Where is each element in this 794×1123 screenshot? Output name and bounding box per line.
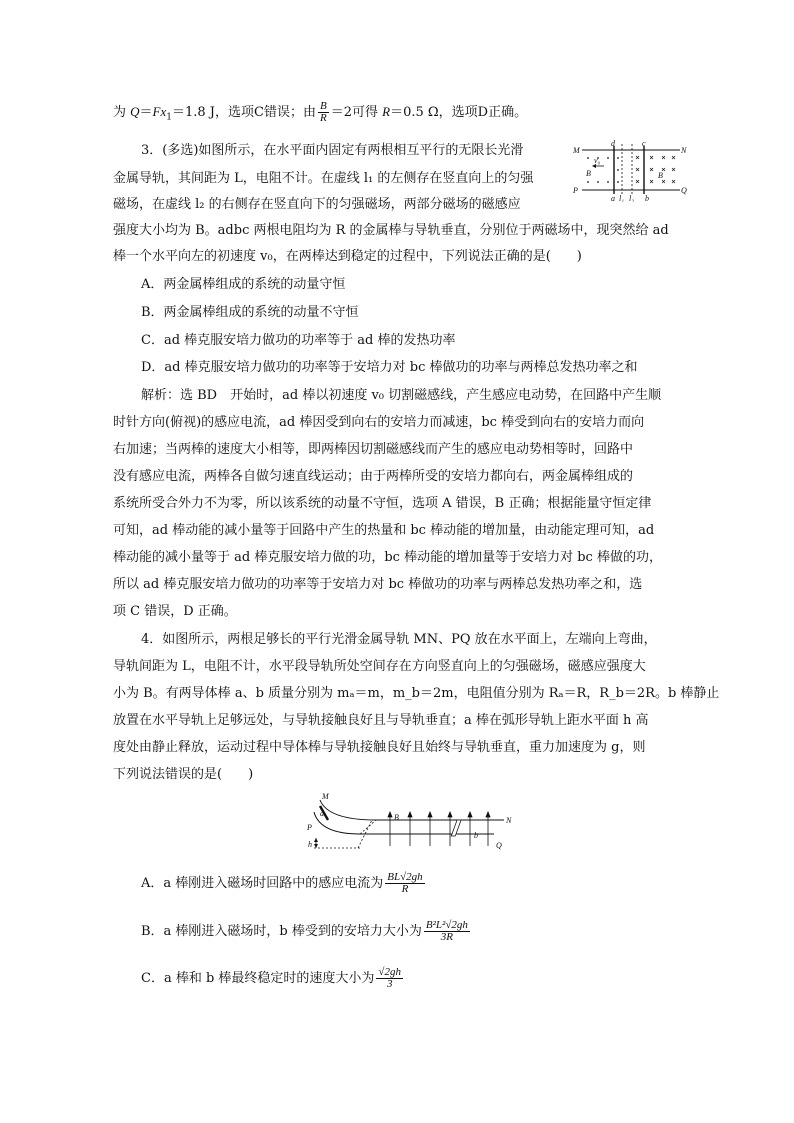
label-Q: Q <box>496 841 502 850</box>
label-d: d <box>611 140 615 148</box>
label-b: b <box>645 194 649 202</box>
label-M: M <box>322 792 329 801</box>
fraction-option-b: $\frac{\text{B²L²√2gh}}{3R}$ <box>425 919 468 943</box>
label-P: P <box>573 186 578 195</box>
label-c: c <box>642 140 646 148</box>
label-B-right: B <box>658 171 663 180</box>
label-a: a <box>611 194 615 202</box>
q4-line-3: 小为 B。有两导体棒 a、b 质量分别为 mₐ＝m，m_b＝2m，电阻值分别为 Rₐ＝R，R_b＝2R。b 棒静止 <box>113 686 720 701</box>
q3-option-b: B．两金属棒组成的系统的动量不守恒 <box>141 305 359 320</box>
q3-line-4: 强度大小均为 B。adbc 两根电阻均为 R 的金属棒与导轨垂直，分别位于两磁场中，现突然给 ad <box>113 223 669 238</box>
q4-line-5: 度处由静止释放，运动过程中导体棒与导轨接触良好且始终与导轨垂直，重力加速度为 g，则 <box>113 740 646 755</box>
q3-option-c: C．ad 棒克服安培力做功的功率等于 ad 棒的发热功率 <box>141 333 456 348</box>
q4-option-a: A．a 棒刚进入磁场时回路中的感应电流为 $\frac{BL√2gh}{R}$ <box>141 871 423 895</box>
q4-line-4: 放置在水平导轨上足够远处，与导轨接触良好且与导轨垂直；a 棒在弧形导轨上距水平面 h 高 <box>113 713 649 728</box>
solution-line-5: 系统所受合外力不为零，所以该系统的动量不守恒，选项 A 错误，B 正确；根据能量守恒定律 <box>113 496 652 511</box>
solution-line-6: 可知，ad 棒动能的减小量等于回路中产生的热量和 bc 棒动能的增加量，由动能定理可知，ad <box>113 523 655 538</box>
q4-line-2: 导轨间距为 L，电阻不计，水平段导轨所处空间存在方向竖直向上的匀强磁场，磁感应强度大 <box>113 659 646 674</box>
label-B: B <box>394 813 399 822</box>
fraction-option-a: $\frac{BL√2gh}{R}$ <box>387 871 423 895</box>
fraction-option-c: $\frac{√2gh}{3}$ <box>378 966 401 990</box>
label-B-left: B <box>586 169 591 178</box>
q3-line-1: 3．(多选)如图所示，在水平面内固定有两根相互平行的无限长光滑 <box>141 143 524 158</box>
solution-line-2: 时针方向(俯视)的感应电流，ad 棒因受到向右的安培力而减速，bc 棒受到向右的安培力而向 <box>113 415 645 430</box>
solution-line-1: 解析：选 BD 开始时，ad 棒以初速度 v₀ 切割磁感线，产生感应电动势，在回路中产生顺 <box>141 388 662 403</box>
q3-option-a: A．两金属棒组成的系统的动量守恒 <box>141 277 346 292</box>
label-h: h <box>308 840 312 849</box>
q3-line-3: 磁场，在虚线 l₂ 的右侧存在竖直向下的匀强磁场，两部分磁场的磁感应 <box>113 197 521 212</box>
q4-line-6: 下列说法错误的是( ) <box>113 767 254 782</box>
q4-option-b: B．a 棒刚进入磁场时，b 棒受到的安培力大小为 $\frac{\text{B²L²√2gh}}{3R}$ <box>141 919 468 943</box>
solution-line-4: 没有感应电流，两棒各自做匀速直线运动；由于两棒所受的安培力都向右，两金属棒组成的 <box>113 469 634 484</box>
label-a: a <box>320 809 324 818</box>
q4-option-c: C．a 棒和 b 棒最终稳定时的速度大小为 $\frac{√2gh}{3}$ <box>141 966 401 990</box>
solution-line-9: 项 C 错误，D 正确。 <box>113 604 237 619</box>
q3-line-5: 棒一个水平向左的初速度 v₀，在两棒达到稳定的过程中，下列说法正确的是( ) <box>113 249 582 264</box>
q4-curved-rail-diagram <box>306 790 520 854</box>
solution-line-3: 右加速；当两棒的速度大小相等，即两棒因切割磁感线而产生的感应电动势相等时，回路中 <box>113 442 634 457</box>
prev-solution-line: 为 $Q=Fx_1=1.8$ J，选项C错误；由 $\frac{B}{R}$ ＝2可得 R＝0.5 Ω，选项D正确。 <box>113 100 528 124</box>
label-l1: l₁ <box>619 194 625 202</box>
q3-option-d: D．ad 棒克服安培力做功的功率等于安培力对 bc 棒做功的功率与两棒总发热功率之和 <box>141 360 638 375</box>
label-M: M <box>573 146 580 155</box>
solution-line-7: 棒动能的减小量等于 ad 棒克服安培力做的功，bc 棒动能的增加量等于安培力对 bc 棒做的功， <box>113 550 662 565</box>
label-l2: l₂ <box>629 194 635 202</box>
label-Q: Q <box>681 186 687 195</box>
q3-line-2: 金属导轨，其间距为 L，电阻不计。在虚线 l₁ 的左侧存在竖直向上的匀强 <box>113 171 534 186</box>
solution-line-8: 所以 ad 棒克服安培力做功的功率等于安培力对 bc 棒做功的功率与两棒总发热功率之和，选 <box>113 577 643 592</box>
label-N: N <box>681 146 687 155</box>
q4-line-1: 4．如图所示，两根足够长的平行光滑金属导轨 MN、PQ 放在水平面上，左端向上弯曲， <box>141 632 657 647</box>
label-v0: v₀ <box>594 156 601 165</box>
label-N: N <box>506 816 512 825</box>
fraction-b-over-r: $\frac{B}{R}$ <box>319 100 327 124</box>
label-b: b <box>474 831 478 840</box>
label-P: P <box>307 823 312 832</box>
q3-rail-diagram <box>572 140 688 202</box>
